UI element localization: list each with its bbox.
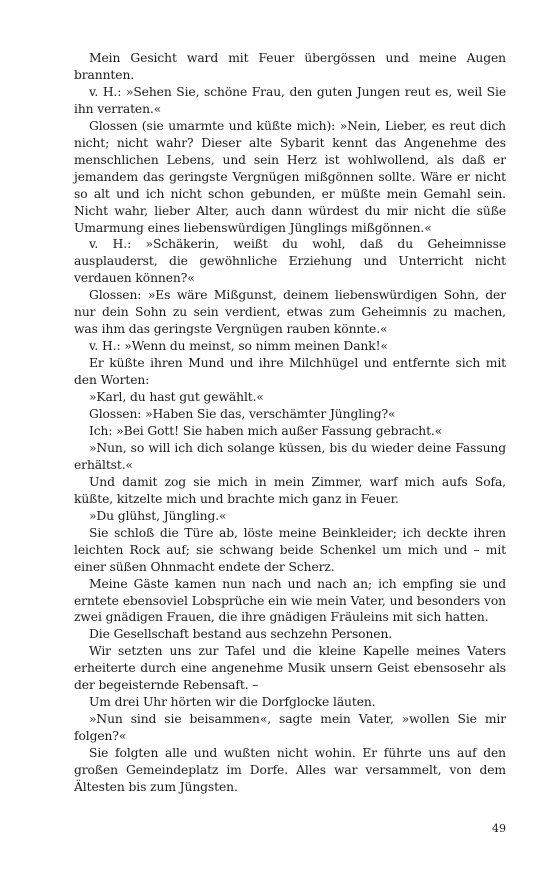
paragraph: Glossen: »Es wäre Mißgunst, deinem liebenswürdigen Sohn, der nur dein Sohn zu sein verdient, etwas zum Geheimnis zu machen, was ihm das geringste Vergnügen rauben könnte.« (74, 288, 506, 337)
paragraph: Glossen: »Haben Sie das, verschämter Jüngling?« (89, 407, 396, 422)
paragraph: Um drei Uhr hörten wir die Dorfglocke läuten. (89, 695, 376, 710)
paragraph: »Karl, du hast gut gewählt.« (89, 390, 264, 405)
paragraph: Sie schloß die Türe ab, löste meine Beinkleider; ich deckte ihren leichten Rock auf; sie schwang beide Schenkel um mich und – mit einer süßen Ohnmacht endete der Scherz. (74, 525, 506, 574)
body-text (74, 50, 506, 796)
paragraph: v. H.: »Wenn du meinst, so nimm meinen Dank!« (89, 339, 388, 354)
paragraph: v. H.: »Sehen Sie, schöne Frau, den guten Jungen reut es, weil Sie ihn verraten.« (74, 84, 506, 116)
paragraph: Die Gesellschaft bestand aus sechzehn Personen. (89, 627, 393, 642)
paragraph: Glossen (sie umarmte und küßte mich): »Nein, Lieber, es reut dich nicht; nicht wahr? Dieser alte Sybarit kennt das Angenehme des menschlichen Lebens, und sein Herz ist wohlwollend, als daß er jemandem das geringste Vergnügen mißgönnen sollte. Wäre er nicht so alt und ich nicht schon gebunden, er müßte mein Gemahl sein. Nicht wahr, lieber Alter, auch dann würdest du mir nicht die süße Umarmung eines liebenswürdigen Jünglings mißgönnen.« (74, 118, 506, 235)
paragraph: »Nun, so will ich dich solange küssen, bis du wieder deine Fassung erhältst.« (74, 440, 506, 472)
page-number: 49 (492, 822, 506, 835)
paragraph: »Nun sind sie beisammen«, sagte mein Vater, »wollen Sie mir folgen?« (74, 712, 506, 744)
paragraph: Meine Gäste kamen nun nach und nach an; ich empfing sie und erntete ebensoviel Lobsprüche ein wie mein Vater, und besonders von zwei gnädigen Frauen, die ihre gnädigen Fräuleins mit sich hatten. (74, 576, 506, 625)
paragraph: »Du glühst, Jüngling.« (89, 508, 227, 523)
paragraph: v. H.: »Schäkerin, weißt du wohl, daß du Geheimnisse ausplauderst, die gewöhnliche Erziehung und Unterricht nicht verdauen können?« (74, 237, 506, 286)
paragraph: Wir setzten uns zur Tafel und die kleine Kapelle meines Vaters erheiterte durch eine angenehme Musik unsern Geist ebensosehr als der begeisternde Rebensaft. – (74, 644, 506, 693)
paragraph: Und damit zog sie mich in mein Zimmer, warf mich aufs Sofa, küßte, kitzelte mich und brachte mich ganz in Feuer. (74, 474, 506, 506)
paragraph: Er küßte ihren Mund und ihre Milchhügel und entfernte sich mit den Worten: (74, 356, 506, 388)
paragraph: Ich: »Bei Gott! Sie haben mich außer Fassung gebracht.« (89, 423, 443, 438)
paragraph: Mein Gesicht ward mit Feuer übergössen und meine Augen brannten. (74, 51, 506, 82)
paragraph: Sie folgten alle und wußten nicht wohin. Er führte uns auf den großen Gemeindeplatz im Dorfe. Alles war versammelt, von dem Ältesten bis zum Jüngsten. (74, 746, 506, 794)
